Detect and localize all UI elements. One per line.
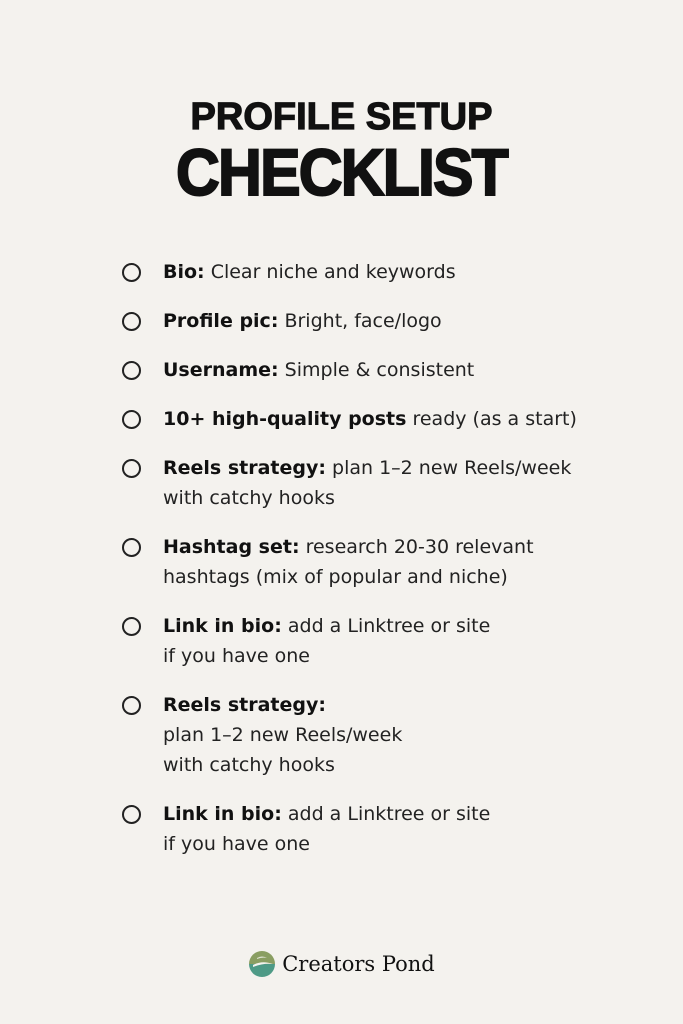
item-label: Hashtag set: [163, 536, 300, 558]
item-description: ready (as a start) [406, 408, 577, 430]
checkbox[interactable] [122, 696, 141, 715]
item-text [163, 799, 490, 859]
item-text [163, 306, 442, 336]
item-text [163, 404, 577, 434]
checklist-item [122, 453, 602, 513]
checklist-item [122, 257, 602, 287]
item-text [163, 355, 474, 385]
item-description: plan 1–2 new Reels/week with catchy hooks [163, 457, 572, 509]
pond-logo-icon [248, 950, 276, 978]
checkbox[interactable] [122, 361, 141, 380]
checklist-item [122, 404, 602, 434]
item-text [163, 532, 534, 592]
checklist-item [122, 611, 602, 671]
item-description: plan 1–2 new Reels/week with catchy hooks [163, 724, 403, 776]
title-line-1: PROFILE SETUP [190, 96, 493, 138]
checklist [122, 257, 602, 878]
checklist-item [122, 690, 602, 780]
checkbox[interactable] [122, 312, 141, 331]
checklist-item [122, 799, 602, 859]
item-text [163, 453, 571, 513]
title-line-2: CHECKLIST [176, 135, 507, 209]
item-label: 10+ high-quality posts [163, 408, 407, 430]
checkbox[interactable] [122, 459, 141, 478]
brand-footer [0, 950, 683, 978]
item-label: Link in bio: [163, 803, 282, 825]
item-label: Reels strategy: [163, 694, 326, 716]
item-label: Profile pic: [163, 310, 279, 332]
checkbox[interactable] [122, 617, 141, 636]
item-label: Bio: [163, 261, 205, 283]
item-label: Reels strategy: [163, 457, 326, 479]
item-text [163, 611, 490, 671]
item-description: Clear niche and keywords [204, 261, 456, 283]
item-description: research 20-30 relevant hashtags (mix of popular and niche) [163, 536, 534, 588]
item-description: add a Linktree or site if you have one [163, 615, 491, 667]
checklist-item [122, 532, 602, 592]
checklist-item [122, 355, 602, 385]
item-text [163, 690, 402, 780]
item-text [163, 257, 456, 287]
checkbox[interactable] [122, 263, 141, 282]
item-description: Simple & consistent [278, 359, 475, 381]
item-description: Bright, face/logo [278, 310, 442, 332]
checkbox[interactable] [122, 410, 141, 429]
checkbox[interactable] [122, 538, 141, 557]
brand-name: Creators Pond [282, 952, 435, 976]
item-description: add a Linktree or site if you have one [163, 803, 491, 855]
checklist-item [122, 306, 602, 336]
checkbox[interactable] [122, 805, 141, 824]
item-label: Link in bio: [163, 615, 282, 637]
item-label: Username: [163, 359, 279, 381]
